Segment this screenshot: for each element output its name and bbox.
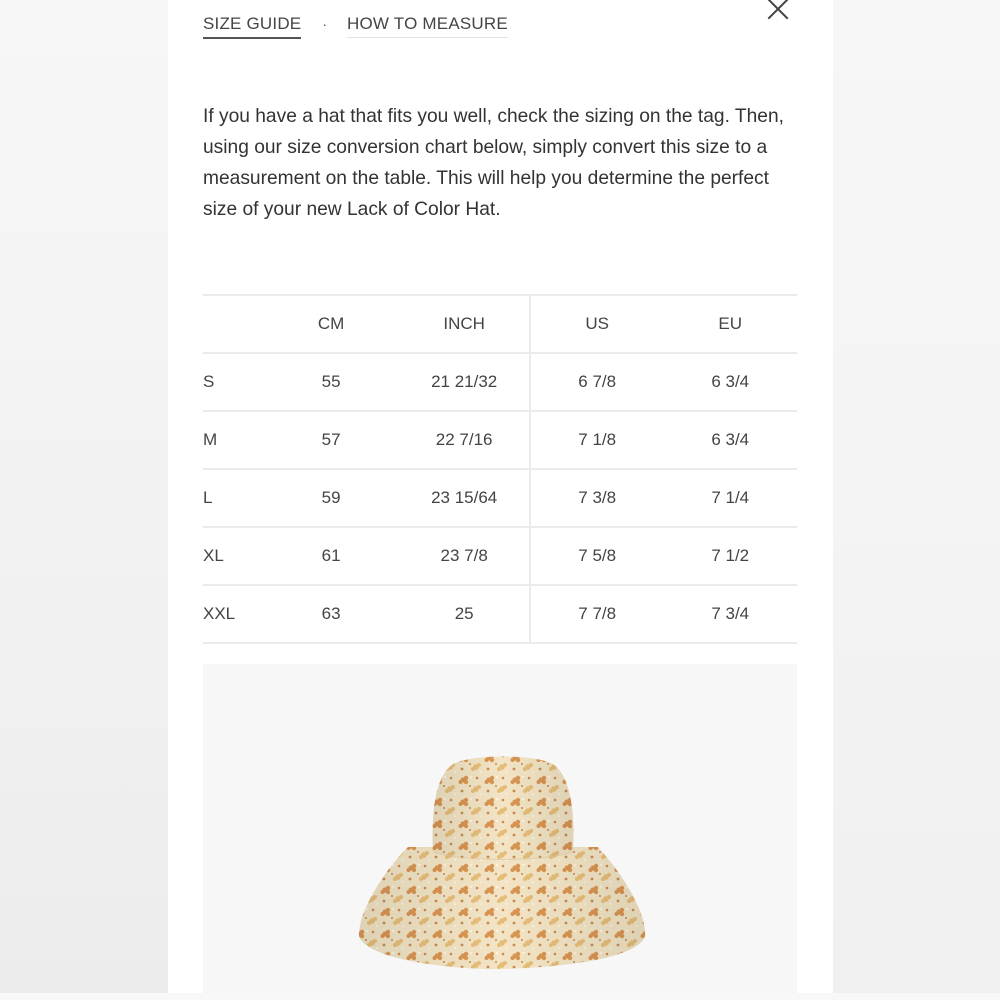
header-size	[203, 295, 263, 353]
cell-cm: 57	[263, 411, 400, 469]
table-row	[203, 353, 797, 411]
tab-size-guide[interactable]: SIZE GUIDE	[203, 14, 301, 39]
cell-us: 7 1/8	[530, 411, 664, 469]
cell-us: 6 7/8	[530, 353, 664, 411]
size-guide-intro: If you have a hat that fits you well, check the sizing on the tag. Then, using our size conversion chart below, simply convert this size to a measurement on the table. This will help you determine the perfect size of your new Lack of Color Hat.	[203, 106, 784, 220]
cell-eu: 6 3/4	[663, 353, 797, 411]
table-row	[203, 527, 797, 585]
cell-cm: 61	[263, 527, 400, 585]
close-icon	[766, 0, 790, 22]
cell-eu: 7 3/4	[663, 585, 797, 643]
cell-us: 7 5/8	[530, 527, 664, 585]
size-guide-modal	[168, 0, 833, 993]
cell-size: M	[203, 411, 263, 469]
cell-size: XL	[203, 527, 263, 585]
size-conversion-table	[203, 294, 797, 644]
tab-separator: ·	[322, 16, 328, 32]
modal-tabs	[203, 14, 508, 40]
cell-eu: 7 1/4	[663, 469, 797, 527]
table-row	[203, 411, 797, 469]
header-cm: CM	[263, 295, 400, 353]
cell-inch: 25	[399, 585, 530, 643]
cell-us: 7 3/8	[530, 469, 664, 527]
header-us: US	[530, 295, 664, 353]
cell-inch: 23 15/64	[399, 469, 530, 527]
table-row	[203, 469, 797, 527]
page-background-right	[833, 0, 1000, 1000]
close-button[interactable]	[766, 0, 790, 22]
page-background-left	[0, 0, 168, 1000]
cell-eu: 6 3/4	[663, 411, 797, 469]
cell-size: L	[203, 469, 263, 527]
tab-how-to-measure[interactable]: HOW TO MEASURE	[347, 14, 508, 38]
cell-inch: 21 21/32	[399, 353, 530, 411]
cell-size: S	[203, 353, 263, 411]
cell-inch: 22 7/16	[399, 411, 530, 469]
cell-us: 7 7/8	[530, 585, 664, 643]
cell-size: XXL	[203, 585, 263, 643]
cell-eu: 7 1/2	[663, 527, 797, 585]
product-image	[203, 664, 797, 993]
cell-cm: 55	[263, 353, 400, 411]
page-bottom-strip	[0, 993, 1000, 1000]
cell-inch: 23 7/8	[399, 527, 530, 585]
header-inch: INCH	[399, 295, 530, 353]
header-eu: EU	[663, 295, 797, 353]
cell-cm: 59	[263, 469, 400, 527]
floral-bucket-hat-image	[353, 752, 653, 972]
table-header-row	[203, 295, 797, 353]
table-row	[203, 585, 797, 643]
cell-cm: 63	[263, 585, 400, 643]
